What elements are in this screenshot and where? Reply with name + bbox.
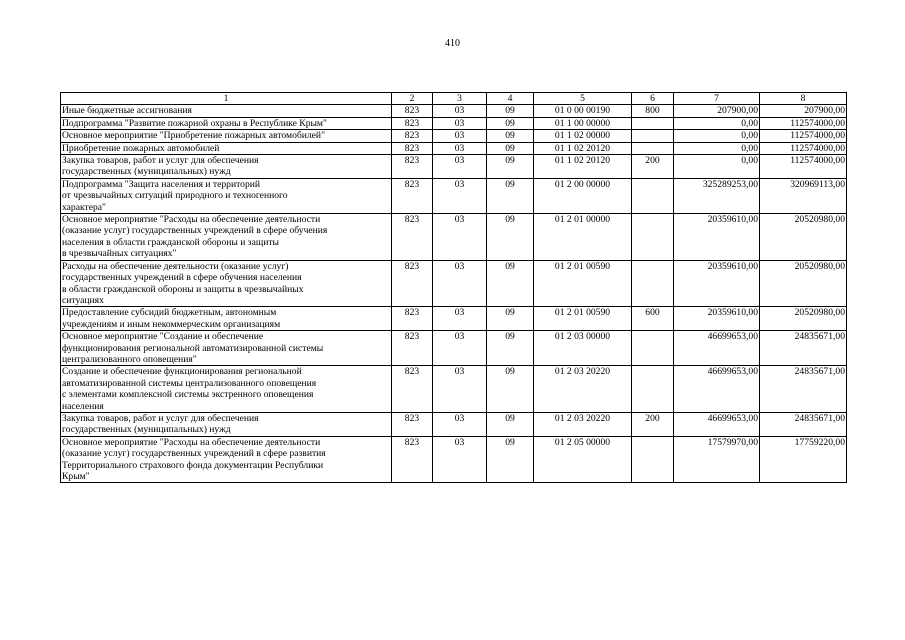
page-number: 410	[445, 38, 460, 49]
amount-year2-cell: 112574000,00	[760, 117, 847, 129]
row-name-cell: Подпрограмма "Защита населения и территорий от чрезвычайных ситуаций природного и техногенного характера"	[61, 178, 392, 213]
amount-year2-cell: 24835671,00	[760, 331, 847, 366]
amount-year2-cell: 112574000,00	[760, 130, 847, 142]
subsection-code-cell: 03	[433, 142, 487, 154]
header-cell: 5	[534, 93, 632, 105]
row-name-cell: Основное мероприятие "Приобретение пожарных автомобилей"	[61, 130, 392, 142]
subsection2-code-cell: 09	[487, 130, 534, 142]
subsection-code-cell: 03	[433, 436, 487, 483]
row-name-cell: Создание и обеспечение функционирования региональной автоматизированной системы централизованного оповещения с элементами комплексной системы экстренного оповещения населения	[61, 366, 392, 413]
subsection2-code-cell: 09	[487, 105, 534, 117]
subsection2-code-cell: 09	[487, 142, 534, 154]
table-row	[61, 436, 847, 483]
table-row	[61, 412, 847, 436]
table-row	[61, 130, 847, 142]
header-cell: 7	[674, 93, 760, 105]
target-article-cell: 01 2 01 00590	[534, 260, 632, 307]
target-article-cell: 01 2 01 00590	[534, 307, 632, 331]
table-row	[61, 307, 847, 331]
amount-year2-cell: 112574000,00	[760, 142, 847, 154]
section-code-cell: 823	[392, 214, 433, 261]
subsection2-code-cell: 09	[487, 366, 534, 413]
expense-type-cell	[632, 214, 674, 261]
amount-year2-cell: 17759220,00	[760, 436, 847, 483]
subsection2-code-cell: 09	[487, 331, 534, 366]
amount-year1-cell: 46699653,00	[674, 331, 760, 366]
target-article-cell: 01 2 03 20220	[534, 412, 632, 436]
section-code-cell: 823	[392, 117, 433, 129]
section-code-cell: 823	[392, 142, 433, 154]
header-cell: 2	[392, 93, 433, 105]
expense-type-cell	[632, 130, 674, 142]
amount-year2-cell: 20520980,00	[760, 260, 847, 307]
subsection2-code-cell: 09	[487, 412, 534, 436]
amount-year2-cell: 320969113,00	[760, 178, 847, 213]
amount-year1-cell: 20359610,00	[674, 260, 760, 307]
table-row	[61, 117, 847, 129]
subsection2-code-cell: 09	[487, 307, 534, 331]
amount-year1-cell: 17579970,00	[674, 436, 760, 483]
amount-year1-cell: 20359610,00	[674, 307, 760, 331]
table-row	[61, 178, 847, 213]
target-article-cell: 01 1 00 00000	[534, 117, 632, 129]
table-row	[61, 105, 847, 117]
section-code-cell: 823	[392, 155, 433, 179]
amount-year2-cell: 207900,00	[760, 105, 847, 117]
row-name-cell: Закупка товаров, работ и услуг для обеспечения государственных (муниципальных) нужд	[61, 412, 392, 436]
table-row	[61, 142, 847, 154]
amount-year1-cell: 46699653,00	[674, 366, 760, 413]
table-row	[61, 366, 847, 413]
expense-type-cell: 800	[632, 105, 674, 117]
target-article-cell: 01 0 00 00190	[534, 105, 632, 117]
amount-year2-cell: 20520980,00	[760, 214, 847, 261]
amount-year2-cell: 112574000,00	[760, 155, 847, 179]
subsection2-code-cell: 09	[487, 436, 534, 483]
subsection2-code-cell: 09	[487, 178, 534, 213]
row-name-cell: Предоставление субсидий бюджетным, автономным учреждениям и иным некоммерческим организациям	[61, 307, 392, 331]
target-article-cell: 01 1 02 00000	[534, 130, 632, 142]
expense-type-cell	[632, 331, 674, 366]
amount-year1-cell: 0,00	[674, 155, 760, 179]
expense-type-cell: 600	[632, 307, 674, 331]
subsection-code-cell: 03	[433, 105, 487, 117]
expense-type-cell	[632, 117, 674, 129]
row-name-cell: Основное мероприятие "Расходы на обеспечение деятельности (оказание услуг) государственных учреждений в сфере развития Территориального страхового фонда документации Республики Крым"	[61, 436, 392, 483]
header-cell: 6	[632, 93, 674, 105]
subsection-code-cell: 03	[433, 412, 487, 436]
expense-type-cell	[632, 142, 674, 154]
row-name-cell: Расходы на обеспечение деятельности (оказание услуг) государственных учреждений в сфере обучения населения в области гражданской обороны и защиты в чрезвычайных ситуациях	[61, 260, 392, 307]
table-row	[61, 260, 847, 307]
amount-year1-cell: 0,00	[674, 117, 760, 129]
subsection2-code-cell: 09	[487, 155, 534, 179]
subsection-code-cell: 03	[433, 366, 487, 413]
subsection-code-cell: 03	[433, 130, 487, 142]
subsection-code-cell: 03	[433, 117, 487, 129]
subsection-code-cell: 03	[433, 307, 487, 331]
section-code-cell: 823	[392, 105, 433, 117]
section-code-cell: 823	[392, 366, 433, 413]
table-row	[61, 155, 847, 179]
row-name-cell: Иные бюджетные ассигнования	[61, 105, 392, 117]
subsection-code-cell: 03	[433, 178, 487, 213]
row-name-cell: Основное мероприятие "Создание и обеспечение функционирования региональной автоматизированной системы централизованного оповещения"	[61, 331, 392, 366]
amount-year1-cell: 20359610,00	[674, 214, 760, 261]
header-cell: 8	[760, 93, 847, 105]
expense-type-cell	[632, 260, 674, 307]
subsection-code-cell: 03	[433, 214, 487, 261]
amount-year1-cell: 325289253,00	[674, 178, 760, 213]
target-article-cell: 01 2 03 00000	[534, 331, 632, 366]
subsection2-code-cell: 09	[487, 260, 534, 307]
amount-year1-cell: 0,00	[674, 130, 760, 142]
subsection-code-cell: 03	[433, 155, 487, 179]
section-code-cell: 823	[392, 260, 433, 307]
table-row	[61, 214, 847, 261]
header-cell: 3	[433, 93, 487, 105]
header-cell: 4	[487, 93, 534, 105]
target-article-cell: 01 2 01 00000	[534, 214, 632, 261]
expense-type-cell	[632, 178, 674, 213]
row-name-cell: Подпрограмма "Развитие пожарной охраны в Республике Крым"	[61, 117, 392, 129]
table-row	[61, 331, 847, 366]
target-article-cell: 01 1 02 20120	[534, 155, 632, 179]
amount-year1-cell: 0,00	[674, 142, 760, 154]
amount-year1-cell: 46699653,00	[674, 412, 760, 436]
expense-type-cell: 200	[632, 412, 674, 436]
amount-year2-cell: 24835671,00	[760, 366, 847, 413]
section-code-cell: 823	[392, 307, 433, 331]
row-name-cell: Закупка товаров, работ и услуг для обеспечения государственных (муниципальных) нужд	[61, 155, 392, 179]
expense-type-cell	[632, 436, 674, 483]
row-name-cell: Основное мероприятие "Расходы на обеспечение деятельности (оказание услуг) государственных учреждений в сфере обучения населения в области гражданской обороны и защиты в чрезвычайных ситуациях"	[61, 214, 392, 261]
expense-type-cell: 200	[632, 155, 674, 179]
section-code-cell: 823	[392, 436, 433, 483]
section-code-cell: 823	[392, 331, 433, 366]
amount-year2-cell: 24835671,00	[760, 412, 847, 436]
subsection-code-cell: 03	[433, 260, 487, 307]
row-name-cell: Приобретение пожарных автомобилей	[61, 142, 392, 154]
section-code-cell: 823	[392, 178, 433, 213]
subsection2-code-cell: 09	[487, 214, 534, 261]
header-cell: 1	[61, 93, 392, 105]
target-article-cell: 01 2 00 00000	[534, 178, 632, 213]
amount-year1-cell: 207900,00	[674, 105, 760, 117]
subsection2-code-cell: 09	[487, 117, 534, 129]
header-row	[61, 93, 847, 105]
amount-year2-cell: 20520980,00	[760, 307, 847, 331]
target-article-cell: 01 2 03 20220	[534, 366, 632, 413]
target-article-cell: 01 2 05 00000	[534, 436, 632, 483]
subsection-code-cell: 03	[433, 331, 487, 366]
expense-type-cell	[632, 366, 674, 413]
section-code-cell: 823	[392, 412, 433, 436]
budget-table	[60, 92, 847, 483]
target-article-cell: 01 1 02 20120	[534, 142, 632, 154]
section-code-cell: 823	[392, 130, 433, 142]
